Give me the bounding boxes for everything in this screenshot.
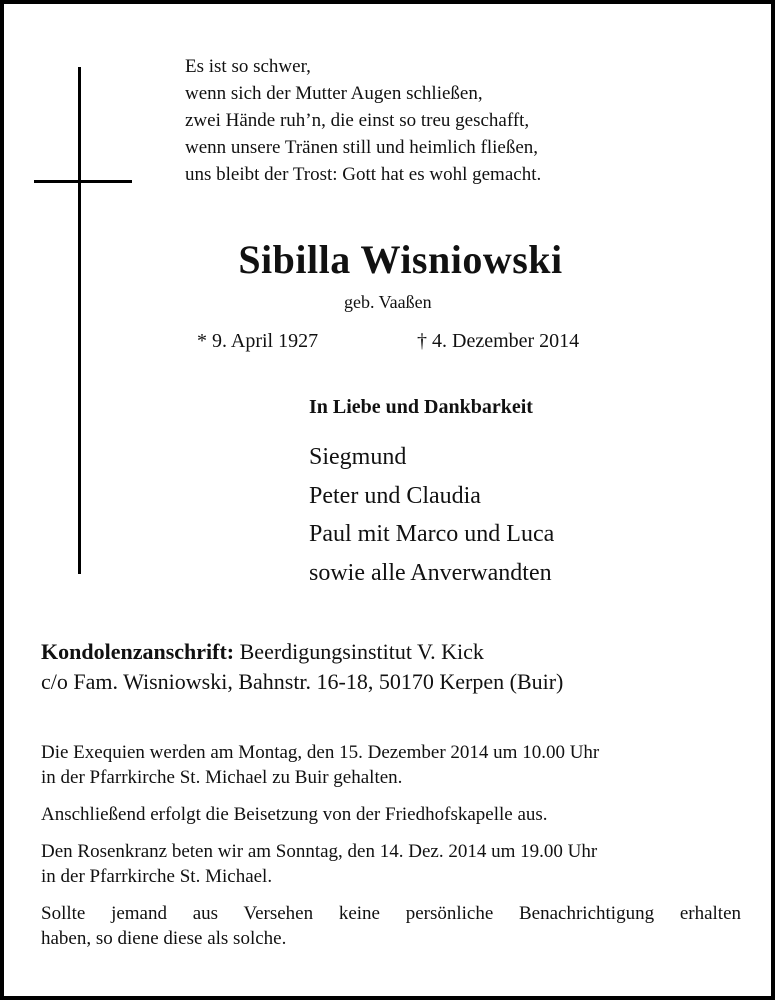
mourner-entry: Paul mit Marco und Luca xyxy=(309,521,555,547)
funeral-notices xyxy=(41,740,741,963)
mourner-entry: Siegmund xyxy=(309,444,407,470)
poem-line: wenn sich der Mutter Augen schließen, xyxy=(185,83,483,104)
cross-icon-vertical-bar xyxy=(78,67,81,574)
mourner-entry: Peter und Claudia xyxy=(309,482,481,509)
condolence-line-2: c/o Fam. Wisniowski, Bahnstr. 16-18, 50170 Kerpen (Buir) xyxy=(41,669,564,694)
poem-line: zwei Hände ruh’n, die einst so treu geschafft, xyxy=(185,110,530,131)
condolence-label: Kondolenzanschrift: xyxy=(41,639,235,664)
notice-line: Anschließend erfolgt die Beisetzung von der Friedhofskapelle aus. xyxy=(41,804,548,825)
notice-paragraph xyxy=(41,839,741,889)
mourners-list xyxy=(309,438,554,592)
mourner-entry: sowie alle Anverwandten xyxy=(309,559,552,586)
death-date: † 4. Dezember 2014 xyxy=(417,330,580,352)
notice-line: Sollte jemand aus Versehen keine persönliche Benachrichtigung erhalten xyxy=(41,903,741,924)
notice-line: haben, so diene diese als solche. xyxy=(41,928,287,949)
notice-line: in der Pfarrkirche St. Michael zu Buir gehalten. xyxy=(41,767,403,788)
notice-paragraph xyxy=(41,740,741,790)
maiden-name: geb. Vaaßen xyxy=(344,292,432,312)
deceased-name: Sibilla Wisniowski xyxy=(238,237,563,282)
notice-line: in der Pfarrkirche St. Michael. xyxy=(41,866,273,887)
notice-line: Die Exequien werden am Montag, den 15. Dezember 2014 um 10.00 Uhr xyxy=(41,742,600,763)
cross-icon-horizontal-bar xyxy=(34,180,132,183)
poem-line: Es ist so schwer, xyxy=(185,56,311,77)
notice-paragraph xyxy=(41,901,741,951)
poem-line: uns bleibt der Trost: Gott hat es wohl gemacht. xyxy=(185,164,542,185)
funeral-home: Beerdigungsinstitut V. Kick xyxy=(234,639,484,664)
condolence-address xyxy=(41,637,563,697)
memorial-poem xyxy=(185,53,541,188)
poem-line: wenn unsere Tränen still und heimlich fließen, xyxy=(185,137,539,158)
notice-paragraph xyxy=(41,802,741,827)
gratitude-heading: In Liebe und Dankbarkeit xyxy=(309,396,533,418)
condolence-line-1 xyxy=(41,637,563,667)
notice-line: Den Rosenkranz beten wir am Sonntag, den 14. Dez. 2014 um 19.00 Uhr xyxy=(41,841,598,862)
birth-date: * 9. April 1927 xyxy=(197,330,319,352)
